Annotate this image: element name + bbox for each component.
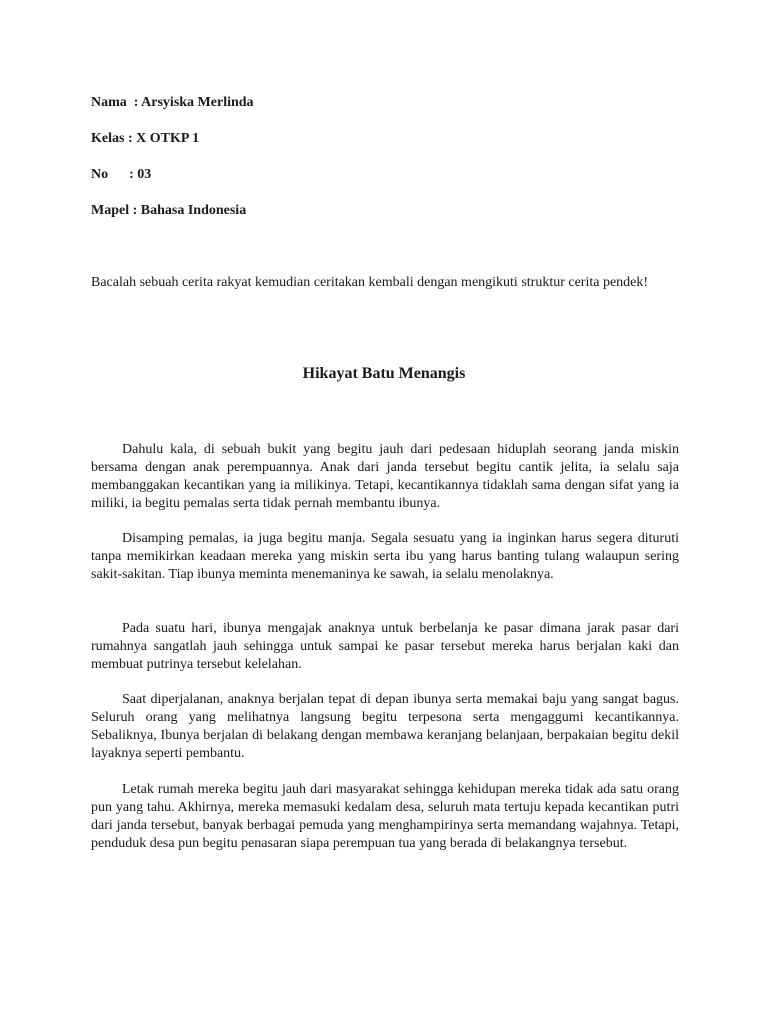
- story-paragraph-1: Dahulu kala, di sebuah bukit yang begitu jauh dari pedesaan hiduplah seorang janda miskin bersama dengan anak perempuannya. Anak dari janda tersebut begitu cantik jelita, ia selalu saja membanggakan kecantikan yang ia milikinya. Tetapi, kecantikannya tidaklah sama dengan sifat yang ia miliki, ia begitu pemalas serta tidak pernah membantu ibunya.: [91, 442, 679, 511]
- student-number: No : 03: [91, 167, 152, 182]
- story-paragraph-5: Letak rumah mereka begitu jauh dari masyarakat sehingga kehidupan mereka tidak ada satu orang pun yang tahu. Akhirnya, mereka memasuki kedalam desa, seluruh mata tertuju kepada kecantikan putri dari janda tersebut, banyak berbagai pemuda yang menghampirinya serta memandang wajahnya. Tetapi, penduduk desa pun begitu penasaran siapa perempuan tua yang berada di belakangnya tersebut.: [91, 782, 679, 851]
- story-paragraph-4: Saat diperjalanan, anaknya berjalan tepat di depan ibunya serta memakai baju yang sangat bagus. Seluruh orang yang melihatnya langsung begitu terpesona serta mengaggumi kecantikannya. Sebaliknya, Ibunya berjalan di belakang dengan membawa keranjang belanjaan, berpakaian begitu dekil layaknya seperti pembantu.: [91, 692, 679, 761]
- student-name: Nama : Arsyiska Merlinda: [91, 95, 254, 110]
- story-paragraph-3: Pada suatu hari, ibunya mengajak anaknya untuk berbelanja ke pasar dimana jarak pasar dari rumahnya sangatlah jauh sehingga untuk sampai ke pasar tersebut mereka harus berjalan kaki dan membuat putrinya tersebut kelelahan.: [91, 621, 679, 672]
- assignment-instruction: Bacalah sebuah cerita rakyat kemudian ceritakan kembali dengan mengikuti struktur cerita pendek!: [91, 275, 649, 290]
- student-class: Kelas : X OTKP 1: [91, 131, 200, 146]
- subject: Mapel : Bahasa Indonesia: [91, 203, 247, 218]
- story-title: Hikayat Batu Menangis: [302, 365, 466, 382]
- story-paragraph-2: Disamping pemalas, ia juga begitu manja. Segala sesuatu yang ia inginkan harus segera dituruti tanpa memikirkan keadaan mereka yang miskin serta ibu yang harus banting tulang walaupun sering sakit-sakitan. Tiap ibunya meminta menemaninya ke sawah, ia selalu menolaknya.: [91, 531, 679, 582]
